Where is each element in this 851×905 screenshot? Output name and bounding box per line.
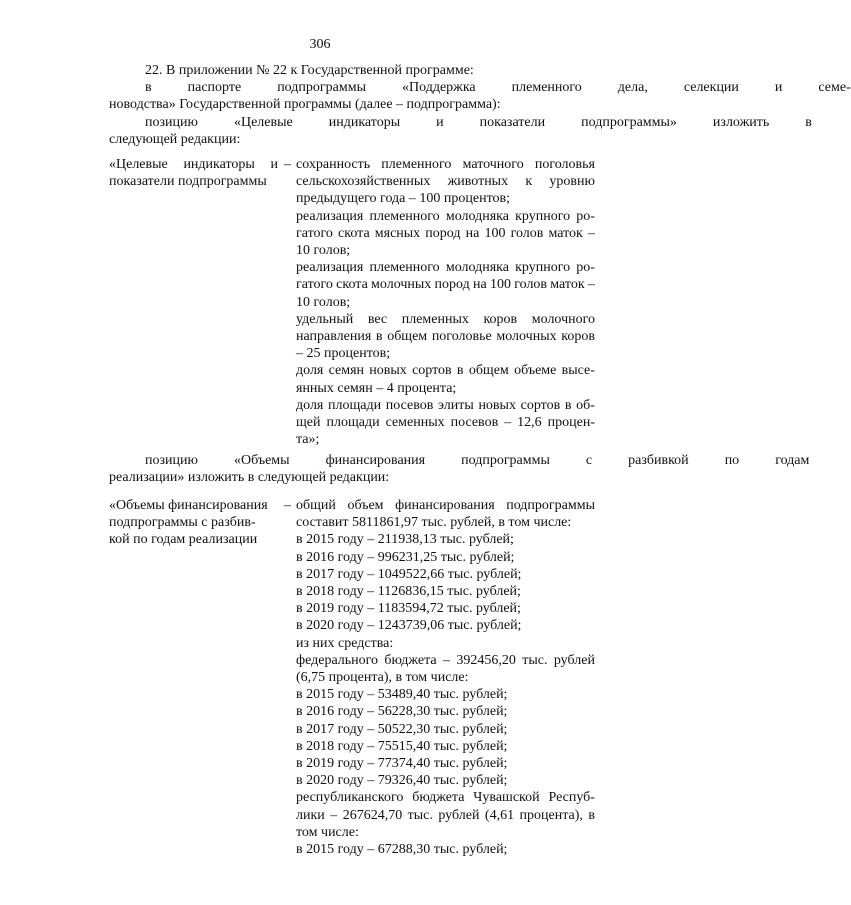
financing-line: в 2020 году – 1243739,06 тыс. рублей; bbox=[296, 618, 522, 634]
indicator-line: удельный вес племенных коров молочного bbox=[296, 311, 595, 327]
indicator-line: янных семян – 4 процента; bbox=[296, 380, 457, 396]
intro-line-3b: следующей редакции: bbox=[109, 131, 241, 147]
financing-line: в 2015 году – 67288,30 тыс. рублей; bbox=[296, 842, 508, 858]
financing-label bbox=[109, 497, 278, 549]
indicator-line: направления в общем поголовье молочных коров bbox=[296, 329, 595, 345]
financing-line: из них средства: bbox=[296, 635, 394, 651]
financing-line: в 2018 году – 1126836,15 тыс. рублей; bbox=[296, 584, 521, 600]
financing-line: в 2017 году – 1049522,66 тыс. рублей; bbox=[296, 566, 522, 582]
financing-dash: – bbox=[284, 498, 291, 513]
financing-label-line: подпрограммы с разбив- bbox=[109, 515, 256, 531]
financing-line: в 2016 году – 56228,30 тыс. рублей; bbox=[296, 704, 508, 720]
middle-section bbox=[109, 452, 810, 486]
indicator-line: та»; bbox=[296, 432, 320, 448]
indicators-value bbox=[296, 156, 595, 448]
indicators-label bbox=[109, 156, 278, 190]
financing-line: лики – 267624,70 тыс. рублей (4,61 процента), в bbox=[296, 807, 595, 823]
intro-line-2b: новодства» Государственной программы (далее – подпрограмма): bbox=[109, 97, 501, 113]
indicators-label-line: показатели подпрограммы bbox=[109, 174, 267, 190]
financing-line: в 2017 году – 50522,30 тыс. рублей; bbox=[296, 721, 508, 737]
intro-section bbox=[109, 62, 851, 148]
financing-line: в 2018 году – 75515,40 тыс. рублей; bbox=[296, 738, 508, 754]
indicator-line: доля площади посевов элиты новых сортов в об- bbox=[296, 397, 595, 413]
financing-line: составит 5811861,97 тыс. рублей, в том числе: bbox=[296, 515, 572, 531]
indicator-line: 10 голов; bbox=[296, 294, 351, 310]
financing-line: федерального бюджета – 392456,20 тыс. рублей bbox=[296, 652, 595, 668]
indicator-line: гатого скота мясных пород на 100 голов маток – bbox=[296, 225, 595, 241]
intro-line-1: 22. В приложении № 22 к Государственной программе: bbox=[145, 63, 474, 78]
intro-line-2a: в паспорте подпрограммы «Поддержка племенного дела, селекции и семе- bbox=[145, 80, 851, 96]
financing-line: республиканского бюджета Чувашской Респуб- bbox=[296, 790, 595, 806]
intro-line-3a: позицию «Целевые индикаторы и показатели подпрограммы» изложить в bbox=[145, 114, 812, 130]
indicator-line: сохранность племенного маточного поголовья bbox=[296, 157, 595, 172]
indicator-line: щей площади семенных посевов – 12,6 процен- bbox=[296, 415, 595, 431]
financing-line: в 2015 году – 53489,40 тыс. рублей; bbox=[296, 687, 508, 703]
indicator-line: – 25 процентов; bbox=[296, 346, 391, 362]
financing-line: в 2016 году – 996231,25 тыс. рублей; bbox=[296, 549, 515, 565]
financing-line: в 2020 году – 79326,40 тыс. рублей; bbox=[296, 773, 508, 789]
financing-label-line: кой по годам реализации bbox=[109, 532, 258, 548]
indicator-line: 10 голов; bbox=[296, 243, 351, 259]
indicator-line: реализация племенного молодняка крупного ро- bbox=[296, 208, 595, 224]
indicator-line: реализация племенного молодняка крупного ро- bbox=[296, 260, 595, 276]
indicator-line: предыдущего года – 100 процентов; bbox=[296, 191, 511, 207]
financing-label-line: «Объемы финансирования bbox=[109, 498, 268, 513]
financing-line: общий объем финансирования подпрограммы bbox=[296, 498, 595, 513]
indicators-dash: – bbox=[284, 157, 291, 172]
financing-line: том числе: bbox=[296, 824, 359, 840]
financing-line: (6,75 процента), в том числе: bbox=[296, 670, 469, 686]
indicators-label-line: «Целевые индикаторы и bbox=[109, 157, 278, 172]
financing-line: в 2015 году – 211938,13 тыс. рублей; bbox=[296, 532, 514, 548]
indicator-line: доля семян новых сортов в общем объеме высе- bbox=[296, 363, 595, 379]
financing-value bbox=[296, 497, 595, 858]
middle-line-2: реализации» изложить в следующей редакции: bbox=[109, 470, 390, 486]
middle-line-1: позицию «Объемы финансирования подпрограммы с разбивкой по годам bbox=[145, 453, 810, 468]
page-number: 306 bbox=[309, 37, 331, 52]
financing-line: в 2019 году – 1183594,72 тыс. рублей; bbox=[296, 601, 521, 617]
financing-line: в 2019 году – 77374,40 тыс. рублей; bbox=[296, 756, 508, 772]
indicator-line: сельскохозяйственных животных к уровню bbox=[296, 174, 595, 190]
indicator-line: гатого скота молочных пород на 100 голов маток – bbox=[296, 277, 595, 293]
